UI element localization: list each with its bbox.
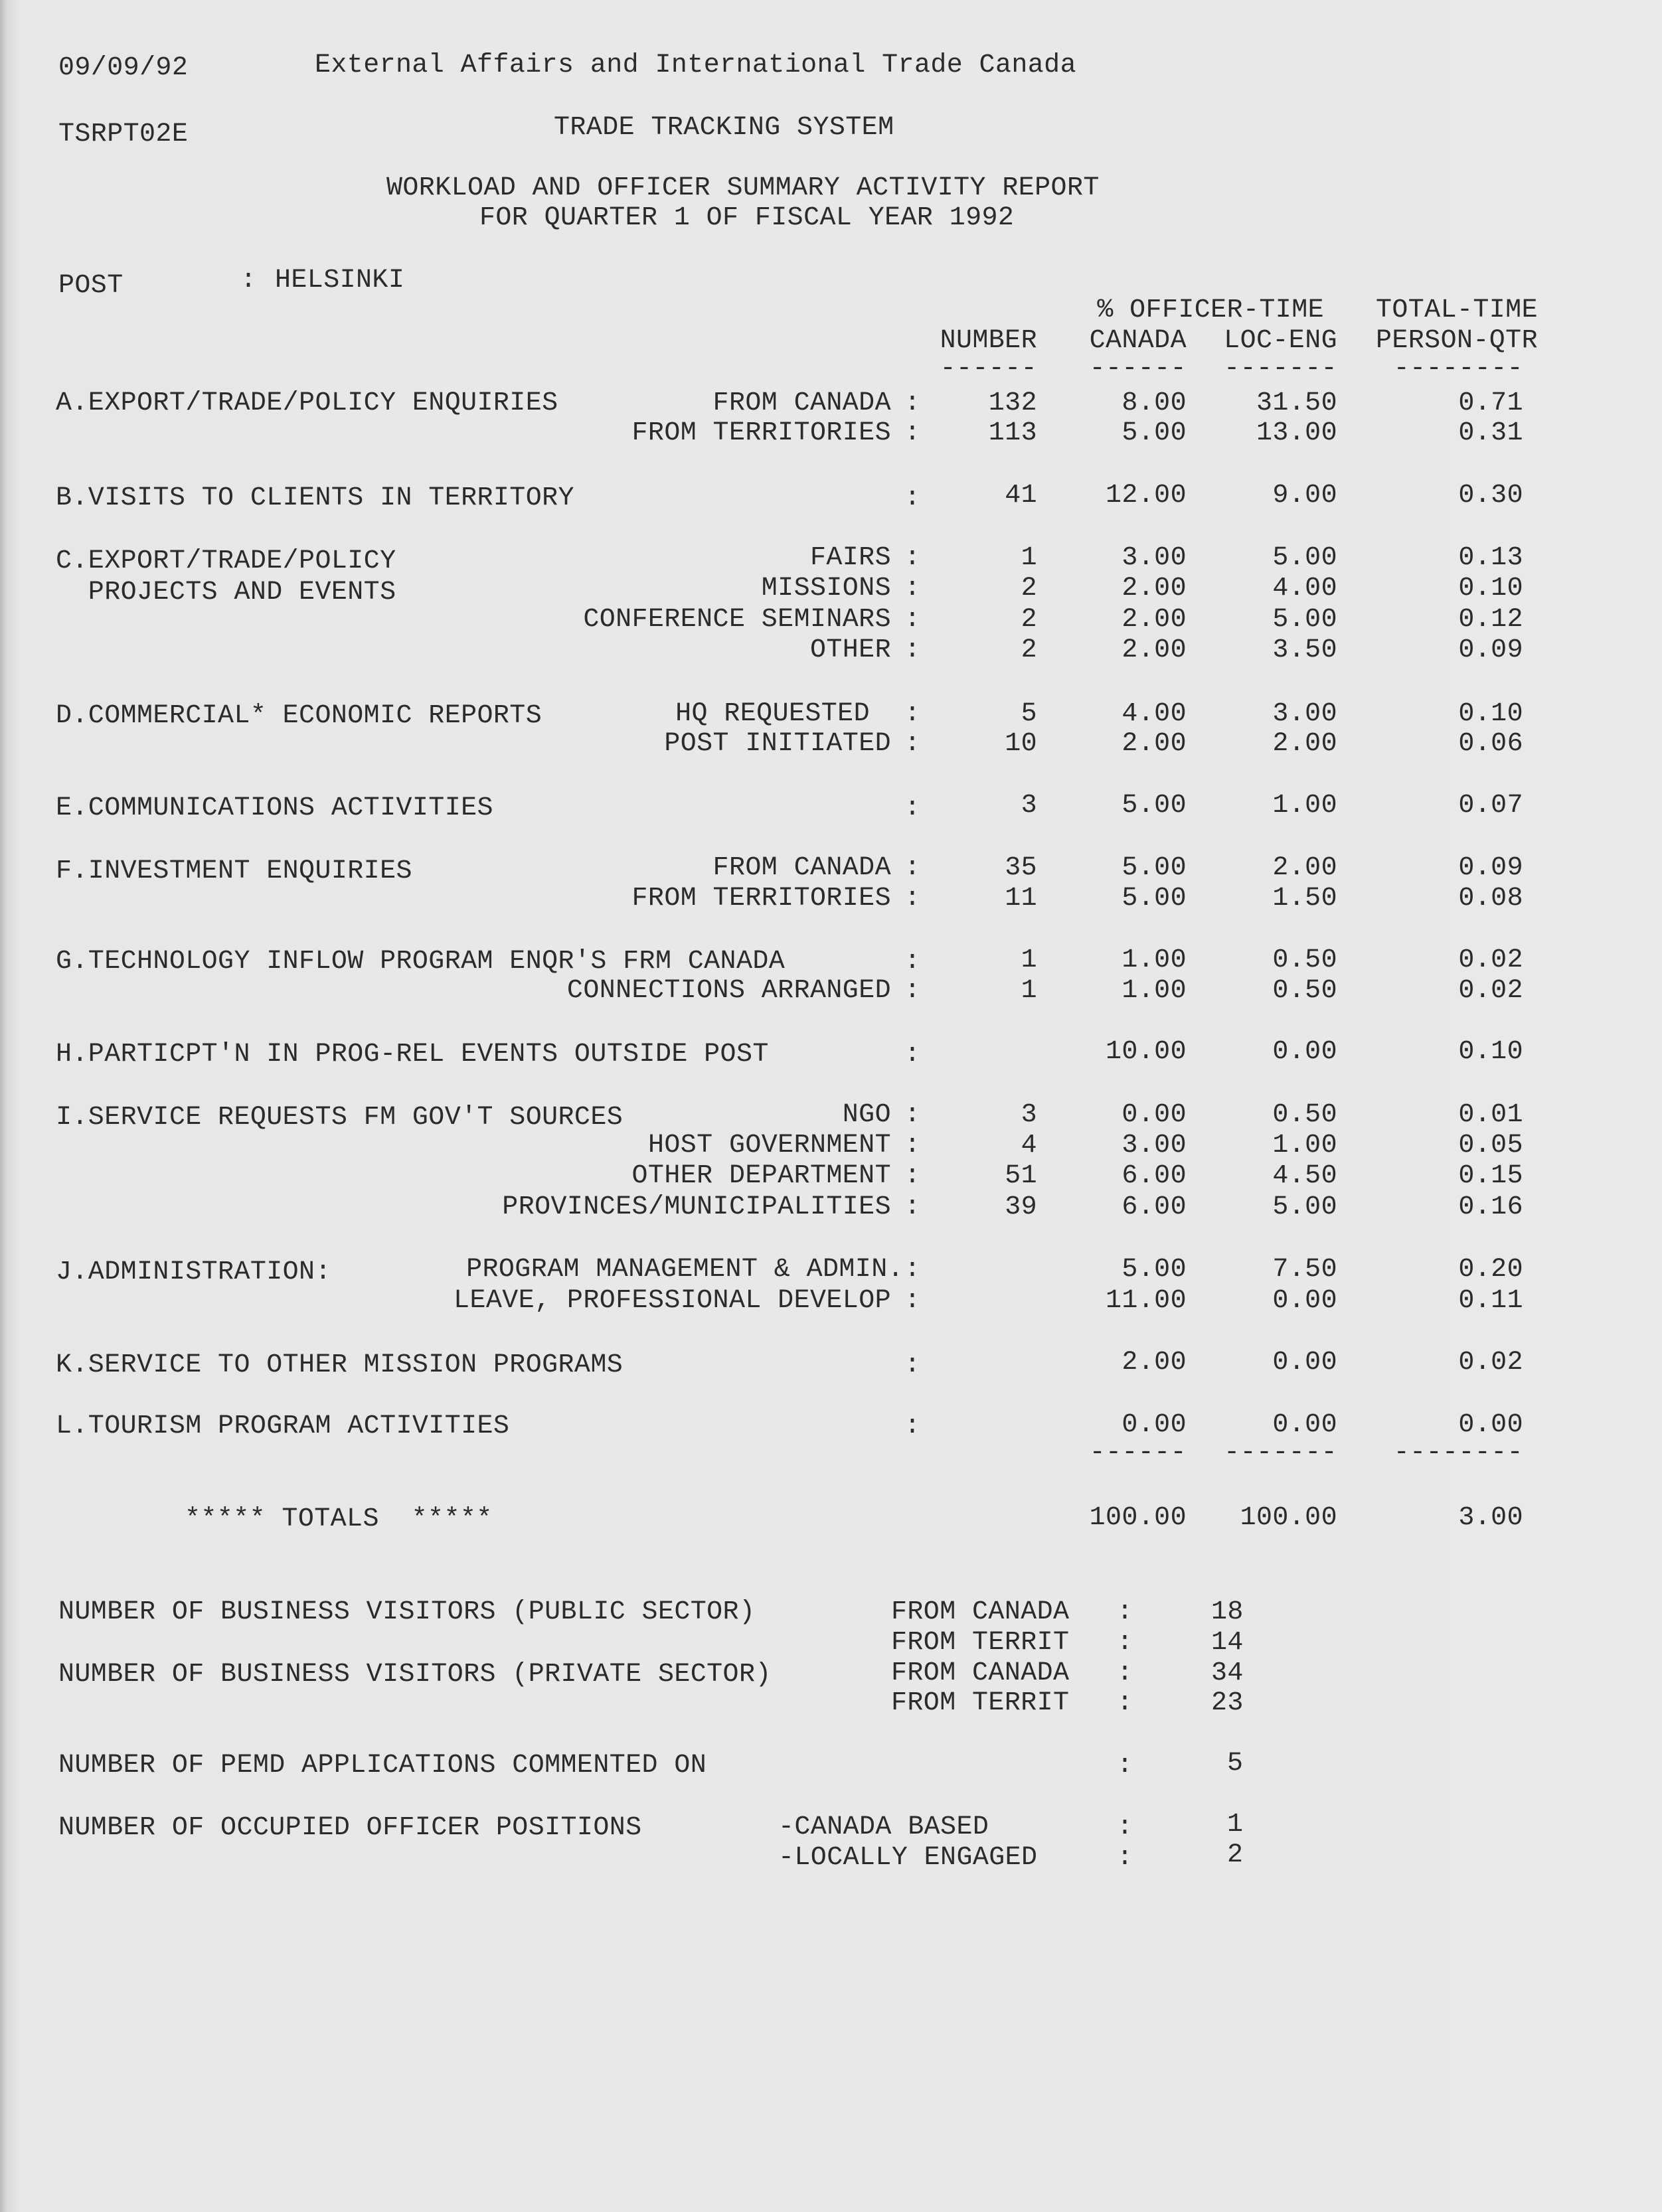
- stat-colon: :: [1117, 1597, 1133, 1627]
- row-colon: :: [904, 605, 921, 635]
- row-sublabel: FROM TERRITORIES: [631, 418, 891, 448]
- stat-label: NUMBER OF PEMD APPLICATIONS COMMENTED ON: [58, 1751, 707, 1780]
- row-person-qtr: 0.00: [1458, 1410, 1523, 1440]
- row-number: 1: [1021, 976, 1037, 1006]
- report-subtitle: FOR QUARTER 1 OF FISCAL YEAR 1992: [479, 203, 1015, 233]
- row-number: 4: [1021, 1131, 1037, 1160]
- row-loc-eng: 1.50: [1272, 884, 1337, 913]
- row-label: A.EXPORT/TRADE/POLICY ENQUIRIES: [56, 388, 558, 418]
- row-loc-eng: 0.00: [1272, 1037, 1337, 1067]
- stat-sublabel: FROM TERRIT: [891, 1628, 1070, 1658]
- row-number: 1: [1021, 543, 1037, 573]
- report-id: TSRPT02E: [58, 119, 189, 149]
- total-underline: -------: [1224, 1438, 1337, 1468]
- row-colon: :: [904, 1192, 921, 1222]
- row-number: 11: [1005, 884, 1037, 913]
- row-sublabel: HOST GOVERNMENT: [647, 1131, 891, 1160]
- row-colon: :: [904, 1350, 921, 1380]
- row-person-qtr: 0.02: [1458, 1348, 1523, 1378]
- row-number: 35: [1005, 853, 1037, 883]
- row-number: 10: [1005, 729, 1037, 759]
- row-loc-eng: 4.00: [1272, 574, 1337, 603]
- row-canada: 11.00: [1105, 1286, 1187, 1316]
- row-label: PROJECTS AND EVENTS: [56, 578, 396, 607]
- header-underline: ------: [940, 354, 1037, 384]
- stat-colon: :: [1117, 1688, 1133, 1718]
- loc-eng-header: LOC-ENG: [1224, 326, 1337, 356]
- total-underline: --------: [1393, 1438, 1523, 1468]
- row-canada: 12.00: [1105, 481, 1187, 511]
- row-loc-eng: 5.00: [1272, 1192, 1337, 1222]
- row-loc-eng: 1.00: [1272, 1131, 1337, 1160]
- row-person-qtr: 0.09: [1458, 853, 1523, 883]
- row-loc-eng: 2.00: [1272, 729, 1337, 759]
- organization-name: External Affairs and International Trade Canada: [315, 50, 1076, 80]
- row-colon: :: [904, 635, 921, 665]
- row-person-qtr: 0.12: [1458, 605, 1523, 635]
- row-colon: :: [904, 947, 921, 977]
- row-sublabel: NGO: [842, 1100, 891, 1130]
- report-title: WORKLOAD AND OFFICER SUMMARY ACTIVITY REPORT: [386, 173, 1100, 203]
- row-label: K.SERVICE TO OTHER MISSION PROGRAMS: [56, 1350, 623, 1380]
- row-number: 3: [1021, 791, 1037, 821]
- row-person-qtr: 0.09: [1458, 635, 1523, 665]
- totals-label: ***** TOTALS *****: [185, 1504, 493, 1534]
- row-label: L.TOURISM PROGRAM ACTIVITIES: [56, 1411, 510, 1441]
- stat-colon: :: [1117, 1658, 1133, 1688]
- row-canada: 2.00: [1122, 729, 1187, 759]
- row-colon: :: [904, 1100, 921, 1130]
- row-label: G.TECHNOLOGY INFLOW PROGRAM ENQR'S FRM CANADA: [56, 947, 786, 977]
- stat-colon: :: [1117, 1628, 1133, 1658]
- row-person-qtr: 0.13: [1458, 543, 1523, 573]
- row-sublabel: FROM TERRITORIES: [631, 884, 891, 913]
- row-person-qtr: 0.02: [1458, 945, 1523, 975]
- stat-value: 5: [1227, 1749, 1244, 1778]
- row-canada: 6.00: [1122, 1161, 1187, 1191]
- row-sublabel: LEAVE, PROFESSIONAL DEVELOP: [454, 1286, 891, 1316]
- row-canada: 3.00: [1122, 543, 1187, 573]
- stat-value: 34: [1211, 1658, 1244, 1688]
- row-sublabel: PROVINCES/MUNICIPALITIES: [502, 1192, 891, 1222]
- row-canada: 1.00: [1122, 976, 1187, 1006]
- row-person-qtr: 0.10: [1458, 574, 1523, 603]
- row-sublabel: FAIRS: [809, 543, 891, 573]
- row-sublabel: OTHER: [809, 635, 891, 665]
- stat-value: 14: [1211, 1628, 1244, 1658]
- stat-value: 1: [1227, 1810, 1244, 1840]
- row-label: C.EXPORT/TRADE/POLICY: [56, 546, 396, 576]
- row-canada: 2.00: [1122, 635, 1187, 665]
- total-time-header: TOTAL-TIME: [1375, 295, 1538, 325]
- row-person-qtr: 0.11: [1458, 1286, 1523, 1316]
- row-sublabel: MISSIONS: [761, 574, 891, 603]
- row-loc-eng: 9.00: [1272, 481, 1337, 511]
- row-loc-eng: 3.00: [1272, 699, 1337, 729]
- row-colon: :: [904, 483, 921, 513]
- row-loc-eng: 0.00: [1272, 1348, 1337, 1378]
- row-colon: :: [904, 853, 921, 883]
- row-loc-eng: 4.50: [1272, 1161, 1337, 1191]
- totals-person-qtr: 3.00: [1458, 1503, 1523, 1533]
- total-underline: ------: [1089, 1438, 1187, 1468]
- row-label: B.VISITS TO CLIENTS IN TERRITORY: [56, 483, 574, 513]
- row-loc-eng: 0.50: [1272, 1100, 1337, 1130]
- system-name: TRADE TRACKING SYSTEM: [554, 113, 894, 143]
- row-canada: 1.00: [1122, 945, 1187, 975]
- row-label: E.COMMUNICATIONS ACTIVITIES: [56, 793, 493, 823]
- row-canada: 5.00: [1122, 1255, 1187, 1285]
- header-underline: ------: [1089, 354, 1187, 384]
- stat-colon: :: [1117, 1843, 1133, 1873]
- officer-time-header: % OFFICER-TIME: [1097, 295, 1324, 325]
- row-canada: 5.00: [1122, 884, 1187, 913]
- stat-value: 23: [1211, 1688, 1244, 1718]
- row-loc-eng: 31.50: [1256, 388, 1337, 418]
- stat-sublabel: -LOCALLY ENGAGED: [778, 1843, 1038, 1873]
- row-sublabel: PROGRAM MANAGEMENT & ADMIN.: [466, 1255, 904, 1285]
- row-sublabel: POST INITIATED: [664, 729, 891, 759]
- row-colon: :: [904, 1286, 921, 1316]
- stat-sublabel: -CANADA BASED: [778, 1812, 989, 1842]
- report-date: 09/09/92: [58, 53, 189, 83]
- row-loc-eng: 5.00: [1272, 605, 1337, 635]
- row-canada: 3.00: [1122, 1131, 1187, 1160]
- row-loc-eng: 0.50: [1272, 945, 1337, 975]
- row-canada: 6.00: [1122, 1192, 1187, 1222]
- row-canada: 5.00: [1122, 853, 1187, 883]
- row-number: 2: [1021, 635, 1037, 665]
- row-number: 132: [988, 388, 1037, 418]
- row-loc-eng: 3.50: [1272, 635, 1337, 665]
- row-person-qtr: 0.20: [1458, 1255, 1523, 1285]
- stat-colon: :: [1117, 1751, 1133, 1780]
- row-canada: 4.00: [1122, 699, 1187, 729]
- row-person-qtr: 0.31: [1458, 418, 1523, 448]
- row-label: F.INVESTMENT ENQUIRIES: [56, 856, 412, 886]
- totals-canada: 100.00: [1089, 1503, 1187, 1533]
- row-number: 113: [988, 418, 1037, 448]
- row-number: 2: [1021, 574, 1037, 603]
- row-sublabel: FROM CANADA: [712, 853, 891, 883]
- row-canada: 2.00: [1122, 605, 1187, 635]
- canada-header: CANADA: [1089, 326, 1187, 356]
- row-canada: 0.00: [1122, 1410, 1187, 1440]
- row-colon: :: [904, 1411, 921, 1441]
- row-colon: :: [904, 976, 921, 1006]
- row-colon: :: [904, 543, 921, 573]
- row-colon: :: [904, 1040, 921, 1069]
- person-qtr-header: PERSON-QTR: [1375, 326, 1538, 356]
- row-loc-eng: 7.50: [1272, 1255, 1337, 1285]
- row-colon: :: [904, 793, 921, 823]
- row-person-qtr: 0.02: [1458, 976, 1523, 1006]
- row-number: 1: [1021, 945, 1037, 975]
- row-canada: 0.00: [1122, 1100, 1187, 1130]
- row-person-qtr: 0.01: [1458, 1100, 1523, 1130]
- header-underline: --------: [1393, 354, 1523, 384]
- stat-value: 18: [1211, 1597, 1244, 1627]
- row-label: H.PARTICPT'N IN PROG-REL EVENTS OUTSIDE POST: [56, 1040, 769, 1069]
- row-number: 3: [1021, 1100, 1037, 1130]
- row-canada: 10.00: [1105, 1037, 1187, 1067]
- row-sublabel: OTHER DEPARTMENT: [631, 1161, 891, 1191]
- row-loc-eng: 0.00: [1272, 1286, 1337, 1316]
- row-number: 39: [1005, 1192, 1037, 1222]
- row-loc-eng: 5.00: [1272, 543, 1337, 573]
- row-person-qtr: 0.07: [1458, 791, 1523, 821]
- row-colon: :: [904, 388, 921, 418]
- row-canada: 8.00: [1122, 388, 1187, 418]
- row-number: 41: [1005, 481, 1037, 511]
- row-number: 5: [1021, 699, 1037, 729]
- row-colon: :: [904, 1131, 921, 1160]
- totals-loc-eng: 100.00: [1240, 1503, 1337, 1533]
- row-sublabel: HQ REQUESTED: [675, 699, 870, 729]
- row-loc-eng: 1.00: [1272, 791, 1337, 821]
- row-canada: 2.00: [1122, 1348, 1187, 1378]
- row-person-qtr: 0.06: [1458, 729, 1523, 759]
- row-label: I.SERVICE REQUESTS FM GOV'T SOURCES: [56, 1103, 623, 1133]
- stat-sublabel: FROM TERRIT: [891, 1688, 1070, 1718]
- row-sublabel: CONFERENCE SEMINARS: [583, 605, 891, 635]
- row-colon: :: [904, 884, 921, 913]
- row-colon: :: [904, 729, 921, 759]
- row-colon: :: [904, 1255, 921, 1285]
- row-loc-eng: 13.00: [1256, 418, 1337, 448]
- post-label: POST: [58, 271, 124, 301]
- row-person-qtr: 0.30: [1458, 481, 1523, 511]
- row-sublabel: FROM CANADA: [712, 388, 891, 418]
- stat-colon: :: [1117, 1812, 1133, 1842]
- row-canada: 2.00: [1122, 574, 1187, 603]
- row-loc-eng: 2.00: [1272, 853, 1337, 883]
- row-person-qtr: 0.10: [1458, 1037, 1523, 1067]
- post-separator: :: [240, 266, 257, 295]
- row-colon: :: [904, 574, 921, 603]
- post-value: HELSINKI: [275, 266, 405, 295]
- row-canada: 5.00: [1122, 791, 1187, 821]
- row-person-qtr: 0.71: [1458, 388, 1523, 418]
- row-canada: 5.00: [1122, 418, 1187, 448]
- row-colon: :: [904, 418, 921, 448]
- row-number: 2: [1021, 605, 1037, 635]
- row-colon: :: [904, 1161, 921, 1191]
- stat-sublabel: FROM CANADA: [891, 1597, 1070, 1627]
- row-colon: :: [904, 699, 921, 729]
- row-person-qtr: 0.10: [1458, 699, 1523, 729]
- row-person-qtr: 0.16: [1458, 1192, 1523, 1222]
- stat-sublabel: FROM CANADA: [891, 1658, 1070, 1688]
- row-loc-eng: 0.50: [1272, 976, 1337, 1006]
- row-loc-eng: 0.00: [1272, 1410, 1337, 1440]
- row-person-qtr: 0.15: [1458, 1161, 1523, 1191]
- stat-label: NUMBER OF BUSINESS VISITORS (PUBLIC SECTOR): [58, 1597, 756, 1627]
- row-number: 51: [1005, 1161, 1037, 1191]
- stat-value: 2: [1227, 1840, 1244, 1870]
- stat-label: NUMBER OF OCCUPIED OFFICER POSITIONS: [58, 1813, 642, 1843]
- row-label: D.COMMERCIAL* ECONOMIC REPORTS: [56, 701, 542, 731]
- row-person-qtr: 0.08: [1458, 884, 1523, 913]
- row-label: J.ADMINISTRATION:: [56, 1257, 331, 1287]
- header-underline: -------: [1224, 354, 1337, 384]
- row-sublabel: CONNECTIONS ARRANGED: [566, 976, 891, 1006]
- row-person-qtr: 0.05: [1458, 1131, 1523, 1160]
- stat-label: NUMBER OF BUSINESS VISITORS (PRIVATE SECTOR): [58, 1660, 772, 1690]
- number-header: NUMBER: [940, 326, 1037, 356]
